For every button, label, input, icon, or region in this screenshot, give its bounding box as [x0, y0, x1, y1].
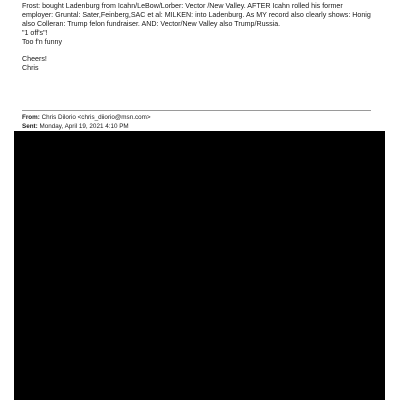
sent-row	[22, 123, 151, 132]
redaction-block	[14, 131, 385, 400]
message-divider	[22, 110, 371, 111]
from-row	[22, 114, 151, 123]
from-label: From:	[22, 114, 40, 121]
signature-line: Chris	[22, 64, 39, 73]
body-line-4: "1 off's"!	[22, 28, 48, 37]
paragraph-gap	[22, 47, 394, 56]
message-body	[22, 2, 394, 73]
sent-label: Sent:	[22, 122, 38, 130]
sent-value: Monday, April 19, 2021 4:10 PM	[39, 122, 129, 130]
body-line-3: also Colleran: Trump felon fundraiser. AND: Vector/New Valley also Trump/Russia.	[22, 19, 281, 28]
from-value: Chris Dilorio <chris_diiorio@msn.com>	[41, 114, 151, 121]
body-line-5: Too f'n funny	[22, 37, 63, 46]
body-line-1: Frost: bought Ladenburg from Icahn/LeBow/Lorber: Vector /New Valley. AFTER Icahn rolled his former	[22, 2, 343, 10]
body-line-2: employer: Gruntal: Sater,Feinberg,SAC et al: MILKEN: into Ladenburg. As MY record also clearly shows: Honig	[22, 10, 371, 19]
quoted-message-header	[22, 114, 151, 131]
closing-line: Cheers!	[22, 55, 47, 64]
